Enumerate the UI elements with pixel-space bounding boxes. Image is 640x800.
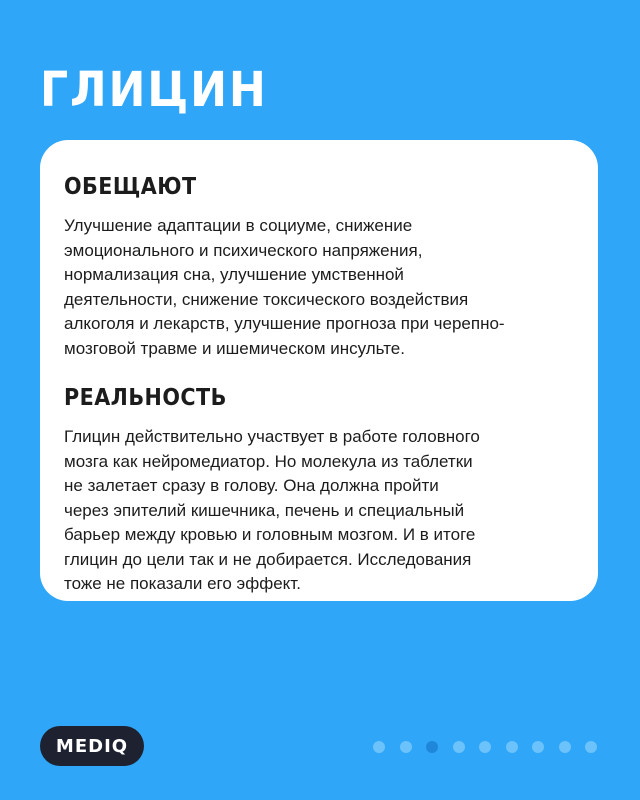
pagination-dot[interactable] (559, 741, 571, 753)
section-heading-reality: РЕАЛЬНОСТЬ (64, 385, 227, 411)
content-card (40, 140, 598, 601)
pagination-dot[interactable] (426, 741, 438, 753)
pagination-dot[interactable] (373, 741, 385, 753)
brand-logo (40, 726, 144, 766)
pagination-dot[interactable] (400, 741, 412, 753)
brand-logo-text: MEDIQ (55, 735, 129, 757)
section-text-promise: Улучшение адаптации в социуме, снижение эмоционального и психического напряжения, нормализация сна, улучшение умственной деятельности, снижение токсического воздействия алкоголя и лекарств, улучшение прогноза при черепно- мозговой травме и ишемическом инсульте. (64, 216, 505, 358)
section-text-reality: Глицин действительно участвует в работе головного мозга как нейромедиатор. Но молекула из таблетки не залетает сразу в голову. Она должна пройти через эпителий кишечника, печень и специальный барьер между кровью и головным мозгом. И в итоге глицин до цели так и не добирается. Исследования тоже не показали его эффект. (64, 427, 480, 593)
pagination-dot[interactable] (506, 741, 518, 753)
pagination-dots (373, 741, 597, 753)
section-heading-promise: ОБЕЩАЮТ (64, 174, 197, 200)
pagination-dot[interactable] (585, 741, 597, 753)
pagination-dot[interactable] (532, 741, 544, 753)
pagination-dot[interactable] (479, 741, 491, 753)
pagination-dot[interactable] (453, 741, 465, 753)
page-title: ГЛИЦИН (40, 62, 268, 118)
